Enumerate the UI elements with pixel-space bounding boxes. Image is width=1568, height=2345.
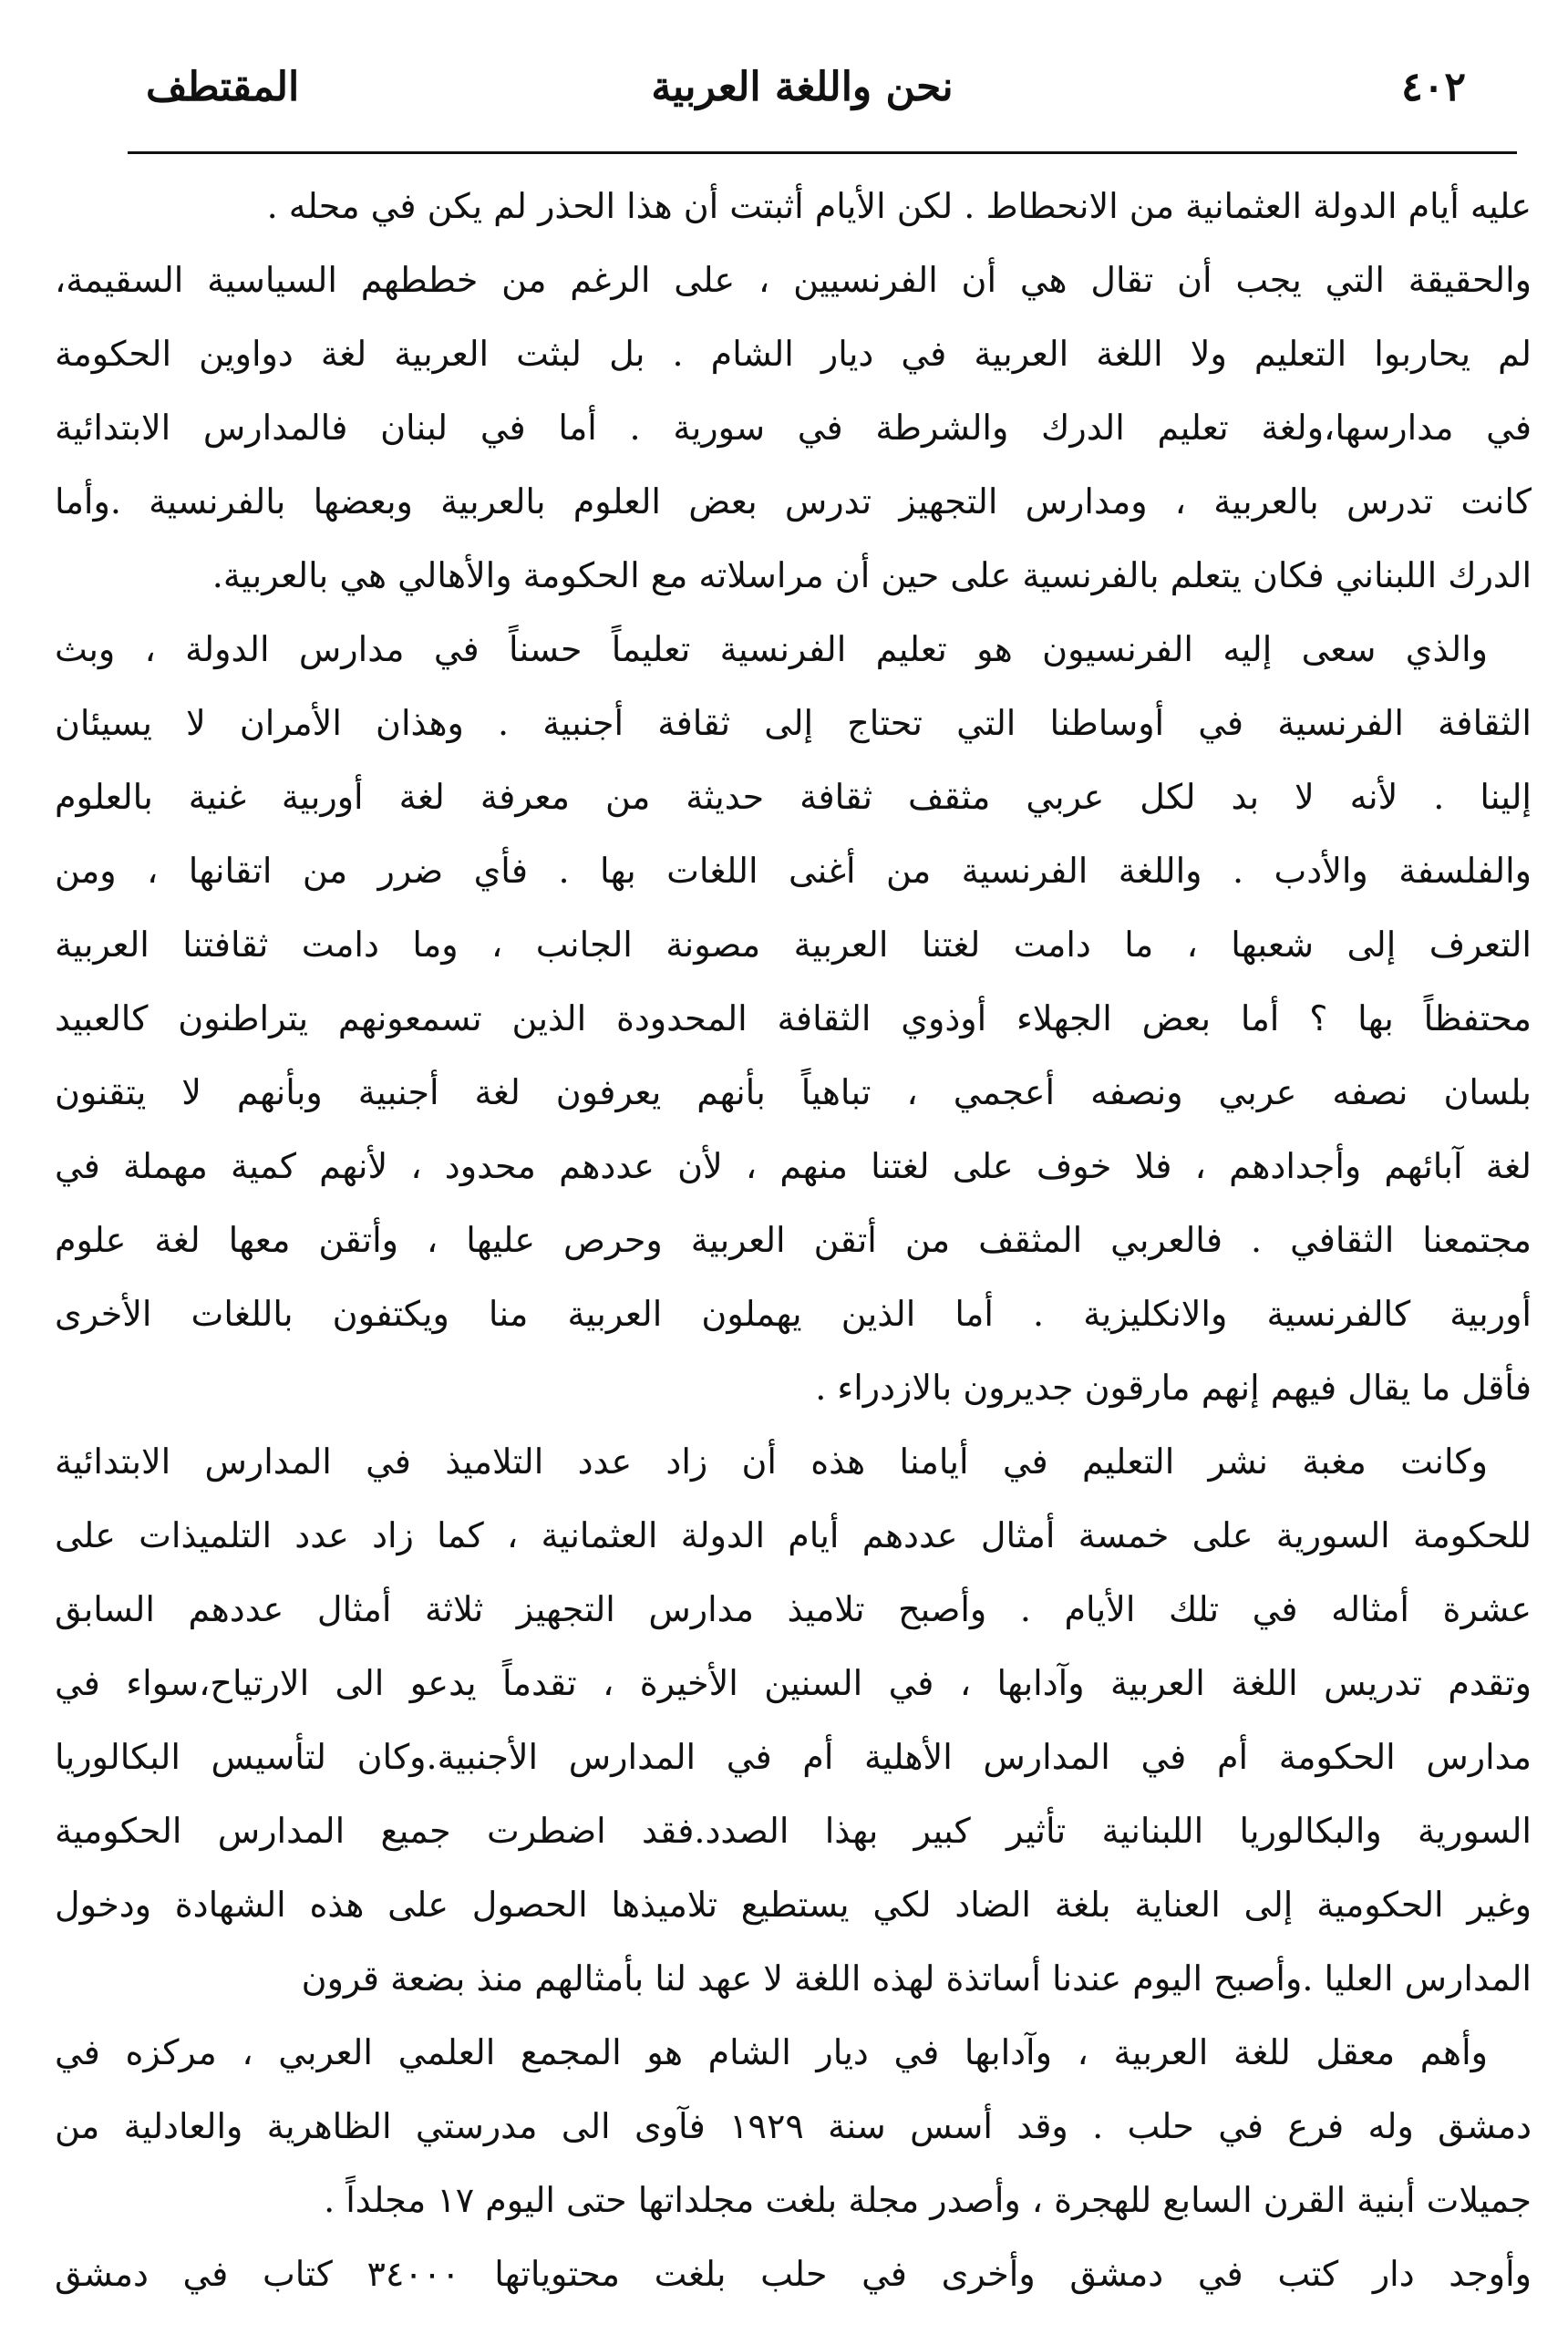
text-line: محتفظاً بها ؟ أما بعض الجهلاء أوذوي الثقافة المحدودة الذين تسمعونهم يتراطنون كالعبيد <box>55 998 1532 1038</box>
text-line: مجتمعنا الثقافي . فالعربي المثقف من أتقن العربية وحرص عليها ، وأتقن معها لغة علوم <box>55 1220 1532 1260</box>
text-line: عليه أيام الدولة العثمانية من الانحطاط . لكن الأيام أثبتت أن هذا الحذر لم يكن في محله . <box>266 186 1532 226</box>
page-header <box>128 60 1477 133</box>
text-line: المدارس العليا .وأصبح اليوم عندنا أساتذة لهذه اللغة لا عهد لنا بأمثالهم منذ بضعة قرون <box>301 1958 1532 1999</box>
page-number: ٤٠٢ <box>1401 64 1466 110</box>
text-line: لم يحاربوا التعليم ولا اللغة العربية في ديار الشام . بل لبثت العربية لغة دواوين الحكومة <box>55 334 1532 374</box>
article-body <box>55 170 1532 2311</box>
text-line: بلسان نصفه عربي ونصفه أعجمي ، تباهياً بأنهم يعرفون لغة أجنبية وبأنهم لا يتقنون <box>55 1072 1532 1112</box>
text-line: الثقافة الفرنسية في أوساطنا التي تحتاج إلى ثقافة أجنبية . وهذان الأمران لا يسيئان <box>55 703 1532 743</box>
text-line: فأقل ما يقال فيهم إنهم مارقون جديرون بالازدراء . <box>815 1368 1532 1408</box>
text-line: وتقدم تدريس اللغة العربية وآدابها ، في السنين الأخيرة ، تقدماً يدعو الى الارتياح،سواء في <box>55 1663 1532 1703</box>
text-line: والفلسفة والأدب . واللغة الفرنسية من أغنى اللغات بها . فأي ضرر من اتقانها ، ومن <box>55 851 1532 891</box>
text-line: جميلات أبنية القرن السابع للهجرة ، وأصدر مجلة بلغت مجلداتها حتى اليوم ١٧ مجلداً . <box>324 2180 1532 2220</box>
text-line: للحكومة السورية على خمسة أمثال عددهم أيام الدولة العثمانية ، كما زاد عدد التلميذات على <box>55 1515 1532 1555</box>
text-line: وغير الحكومية إلى العناية بلغة الضاد لكي يستطيع تلاميذها الحصول على هذه الشهادة ودخول <box>55 1885 1532 1925</box>
text-line: لغة آبائهم وأجدادهم ، فلا خوف على لغتنا منهم ، لأن عددهم محدود ، لأنهم كمية مهملة في <box>55 1146 1532 1186</box>
text-line: إلينا . لأنه لا بد لكل عربي مثقف ثقافة حديثة من معرفة لغة أوربية غنية بالعلوم <box>55 777 1532 817</box>
text-line: وأوجد دار كتب في دمشق وأخرى في حلب بلغت محتوياتها ٣٤٠٠٠ كتاب في دمشق <box>55 2254 1532 2294</box>
text-line: التعرف إلى شعبها ، ما دامت لغتنا العربية مصونة الجانب ، وما دامت ثقافتنا العربية <box>55 925 1532 965</box>
text-line: والذي سعى إليه الفرنسيون هو تعليم الفرنسية تعليماً حسناً في مدارس الدولة ، وبث <box>55 629 1488 669</box>
text-line: عشرة أمثاله في تلك الأيام . وأصبح تلاميذ مدارس التجهيز ثلاثة أمثال عددهم السابق <box>55 1589 1532 1629</box>
text-line: أوربية كالفرنسية والانكليزية . أما الذين يهملون العربية منا ويكتفون باللغات الأخرى <box>55 1294 1532 1334</box>
text-line: والحقيقة التي يجب أن تقال هي أن الفرنسيين ، على الرغم من خططهم السياسية السقيمة، <box>55 260 1532 300</box>
text-line: كانت تدرس بالعربية ، ومدارس التجهيز تدرس بعض العلوم بالعربية وبعضها بالفرنسية .وأما <box>55 481 1532 522</box>
text-line: مدارس الحكومة أم في المدارس الأهلية أم في المدارس الأجنبية.وكان لتأسيس البكالوريا <box>55 1737 1532 1777</box>
text-line: دمشق وله فرع في حلب . وقد أسس سنة ١٩٢٩ فآوى الى مدرستي الظاهرية والعادلية من <box>55 2106 1532 2146</box>
text-line: في مدارسها،ولغة تعليم الدرك والشرطة في سورية . أما في لبنان فالمدارس الابتدائية <box>55 408 1532 448</box>
running-title: نحن واللغة العربية <box>651 64 954 110</box>
text-line: وأهم معقل للغة العربية ، وآدابها في ديار الشام هو المجمع العلمي العربي ، مركزه في <box>55 2032 1488 2072</box>
header-rule <box>128 151 1517 154</box>
journal-name: المقتطف <box>146 64 300 110</box>
text-line: السورية والبكالوريا اللبنانية تأثير كبير بهذا الصدد.فقد اضطرت جميع المدارس الحكومية <box>55 1811 1532 1851</box>
text-line: الدرك اللبناني فكان يتعلم بالفرنسية على حين أن مراسلاته مع الحكومة والأهالي هي بالعربية. <box>211 555 1532 595</box>
text-line: وكانت مغبة نشر التعليم في أيامنا هذه أن زاد عدد التلاميذ في المدارس الابتدائية <box>55 1441 1488 1482</box>
